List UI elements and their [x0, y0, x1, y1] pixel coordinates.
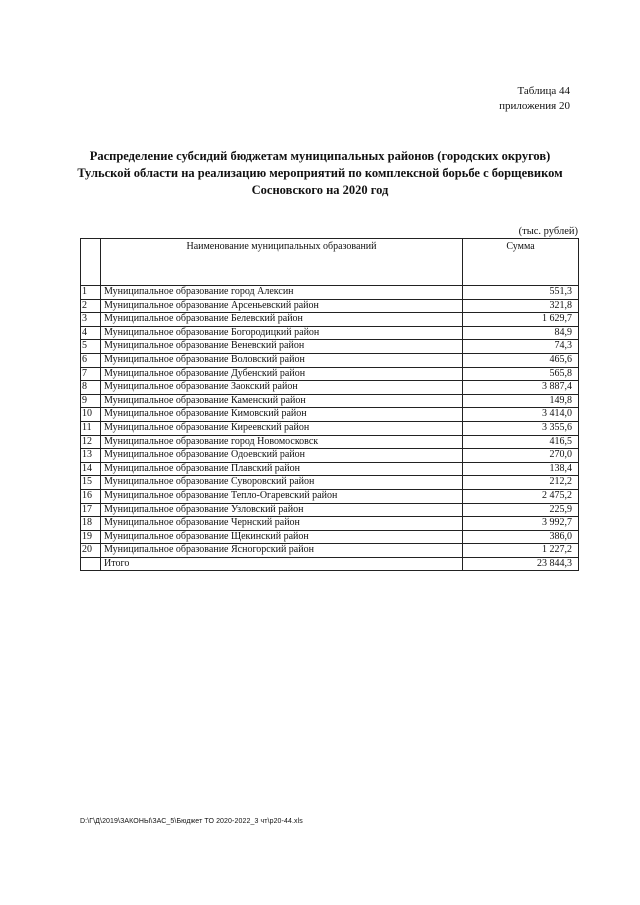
- row-sum: 565,8: [463, 367, 579, 381]
- document-title: [60, 148, 580, 199]
- row-number: 17: [81, 503, 101, 517]
- table-row: [81, 394, 579, 408]
- title-line-3: Сосновского на 2020 год: [251, 183, 389, 197]
- table-row: [81, 476, 579, 490]
- row-sum: 386,0: [463, 530, 579, 544]
- table-reference: [499, 84, 570, 114]
- row-sum: 138,4: [463, 462, 579, 476]
- row-name: Муниципальное образование Каменский район: [101, 394, 463, 408]
- row-name: Муниципальное образование Богородицкий район: [101, 326, 463, 340]
- row-sum: 3 887,4: [463, 381, 579, 395]
- row-name: Муниципальное образование город Новомосковск: [101, 435, 463, 449]
- table-row: [81, 503, 579, 517]
- table-row: [81, 489, 579, 503]
- row-name: Муниципальное образование Суворовский район: [101, 476, 463, 490]
- table-row: [81, 449, 579, 463]
- table-row: [81, 517, 579, 531]
- row-number: 20: [81, 544, 101, 558]
- table-row: [81, 340, 579, 354]
- row-name: Муниципальное образование Тепло-Огаревский район: [101, 489, 463, 503]
- row-sum: 212,2: [463, 476, 579, 490]
- units-note: (тыс. рублей): [518, 226, 578, 237]
- row-name: Муниципальное образование Веневский район: [101, 340, 463, 354]
- row-number: 11: [81, 421, 101, 435]
- row-sum: 74,3: [463, 340, 579, 354]
- table-row: [81, 367, 579, 381]
- row-number: 2: [81, 299, 101, 313]
- title-line-2: Тульской области на реализацию мероприятий по комплексной борьбе с борщевиком: [77, 166, 563, 180]
- table-body: [81, 286, 579, 571]
- row-number: 6: [81, 353, 101, 367]
- table-row: [81, 326, 579, 340]
- file-path: D:\Г\Д\2019\ЗАКОНЫ\ЗАС_5\Бюджет ТО 2020-2022_3 чт\р20-44.xls: [80, 818, 303, 825]
- row-sum: 1 629,7: [463, 313, 579, 327]
- table-row: [81, 408, 579, 422]
- row-sum: 225,9: [463, 503, 579, 517]
- row-name: Муниципальное образование Плавский район: [101, 462, 463, 476]
- row-name: Муниципальное образование Заокский район: [101, 381, 463, 395]
- row-name: Муниципальное образование Ясногорский район: [101, 544, 463, 558]
- row-number: 18: [81, 517, 101, 531]
- header-sum: Сумма: [463, 239, 579, 286]
- row-name: Муниципальное образование Узловский район: [101, 503, 463, 517]
- table-row: [81, 286, 579, 300]
- row-number: 12: [81, 435, 101, 449]
- row-name: Муниципальное образование Белевский район: [101, 313, 463, 327]
- table-row: [81, 544, 579, 558]
- row-number: 9: [81, 394, 101, 408]
- row-sum: 3 992,7: [463, 517, 579, 531]
- row-sum: 416,5: [463, 435, 579, 449]
- total-row: [81, 557, 579, 571]
- header-name: Наименование муниципальных образований: [101, 239, 463, 286]
- row-name: Муниципальное образование Воловский район: [101, 353, 463, 367]
- header-number: [81, 239, 101, 286]
- table-number: Таблица 44: [517, 85, 570, 97]
- appendix-number: приложения 20: [499, 100, 570, 112]
- table-row: [81, 313, 579, 327]
- row-sum: 84,9: [463, 326, 579, 340]
- row-number: 13: [81, 449, 101, 463]
- row-number: 7: [81, 367, 101, 381]
- row-name: Муниципальное образование Киреевский район: [101, 421, 463, 435]
- row-name: Муниципальное образование Арсеньевский район: [101, 299, 463, 313]
- row-sum: 149,8: [463, 394, 579, 408]
- row-number: 1: [81, 286, 101, 300]
- row-sum: 465,6: [463, 353, 579, 367]
- table-row: [81, 530, 579, 544]
- row-number: 5: [81, 340, 101, 354]
- row-sum: 270,0: [463, 449, 579, 463]
- row-number: 4: [81, 326, 101, 340]
- row-sum: 551,3: [463, 286, 579, 300]
- table-header-row: [81, 239, 579, 286]
- row-number: 10: [81, 408, 101, 422]
- row-number: 8: [81, 381, 101, 395]
- table-row: [81, 381, 579, 395]
- row-sum: 3 414,0: [463, 408, 579, 422]
- row-name: Муниципальное образование Щекинский район: [101, 530, 463, 544]
- row-name: Муниципальное образование Одоевский район: [101, 449, 463, 463]
- title-line-1: Распределение субсидий бюджетам муниципальных районов (городских округов): [89, 149, 551, 163]
- table-row: [81, 353, 579, 367]
- row-sum: 1 227,2: [463, 544, 579, 558]
- row-name: Муниципальное образование Кимовский район: [101, 408, 463, 422]
- row-number: 16: [81, 489, 101, 503]
- subsidy-table: [80, 238, 579, 571]
- total-label: Итого: [101, 557, 463, 571]
- total-number: [81, 557, 101, 571]
- total-sum: 23 844,3: [463, 557, 579, 571]
- row-name: Муниципальное образование город Алексин: [101, 286, 463, 300]
- row-name: Муниципальное образование Дубенский район: [101, 367, 463, 381]
- row-number: 3: [81, 313, 101, 327]
- table-row: [81, 299, 579, 313]
- row-name: Муниципальное образование Чернский район: [101, 517, 463, 531]
- row-sum: 321,8: [463, 299, 579, 313]
- row-number: 15: [81, 476, 101, 490]
- row-sum: 3 355,6: [463, 421, 579, 435]
- table-row: [81, 421, 579, 435]
- table-row: [81, 462, 579, 476]
- table-row: [81, 435, 579, 449]
- row-sum: 2 475,2: [463, 489, 579, 503]
- row-number: 19: [81, 530, 101, 544]
- row-number: 14: [81, 462, 101, 476]
